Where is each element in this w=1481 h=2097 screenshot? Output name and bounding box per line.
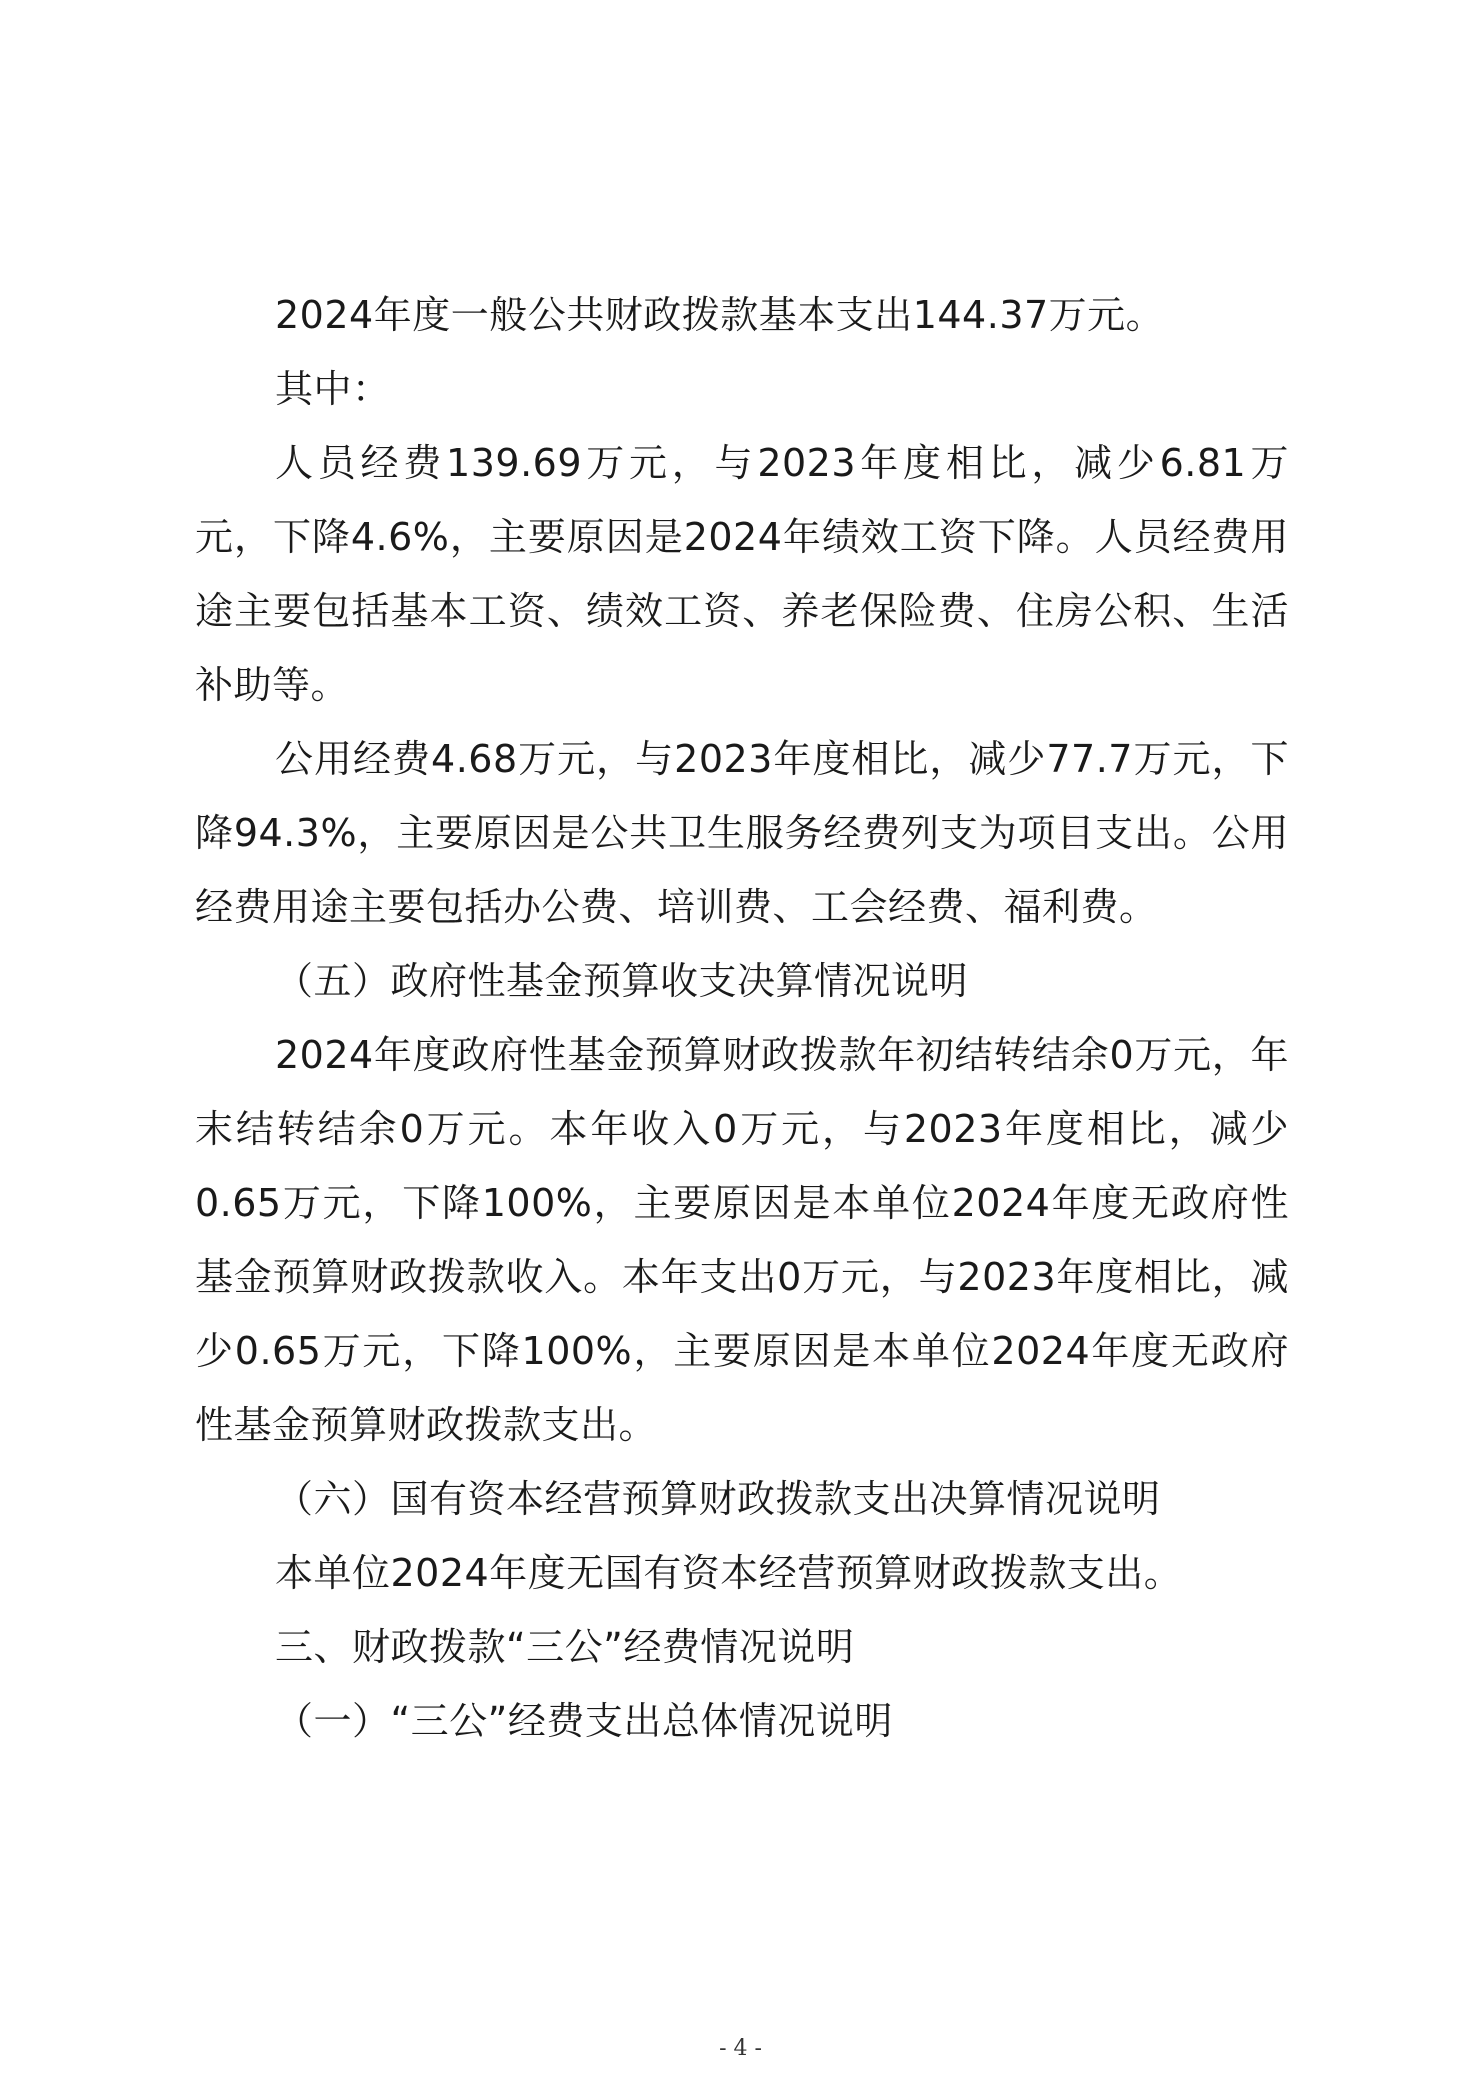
paragraph-basic-expenditure: 2024年度一般公共财政拨款基本支出144.37万元。 [275, 293, 1165, 337]
section-heading-government-fund: （五）政府性基金预算收支决算情况说明 [275, 959, 969, 1003]
paragraph-personnel-expenses: 人员经费139.69万元，与2023年度相比，减少6.81万元，下降4.6%，主要原因是2024年绩效工资下降。人员经费用途主要包括基本工资、绩效工资、养老保险费、住房公积、生活补助等。 [195, 441, 1289, 707]
section-heading-three-public: 三、财政拨款“三公”经费情况说明 [275, 1625, 855, 1669]
paragraph-public-expenses: 公用经费4.68万元，与2023年度相比，减少77.7万元，下降94.3%，主要原因是公共卫生服务经费列支为项目支出。公用经费用途主要包括办公费、培训费、工会经费、福利费。 [195, 737, 1289, 929]
paragraph-state-capital: 本单位2024年度无国有资本经营预算财政拨款支出。 [275, 1551, 1183, 1595]
paragraph-of-which: 其中： [275, 367, 391, 411]
paragraph-government-fund: 2024年度政府性基金预算财政拨款年初结转结余0万元，年末结转结余0万元。本年收入0万元，与2023年度相比，减少0.65万元，下降100%，主要原因是本单位2024年度无政府性基金预算财政拨款收入。本年支出0万元，与2023年度相比，减少0.65万元，下降100%，主要原因是本单位2024年度无政府性基金预算财政拨款支出。 [195, 1033, 1289, 1447]
section-heading-state-capital: （六）国有资本经营预算财政拨款支出决算情况说明 [275, 1477, 1161, 1521]
document-body [195, 278, 1289, 1758]
section-heading-three-public-overall: （一）“三公”经费支出总体情况说明 [275, 1699, 893, 1743]
page-number: - 4 - [719, 2036, 762, 2061]
